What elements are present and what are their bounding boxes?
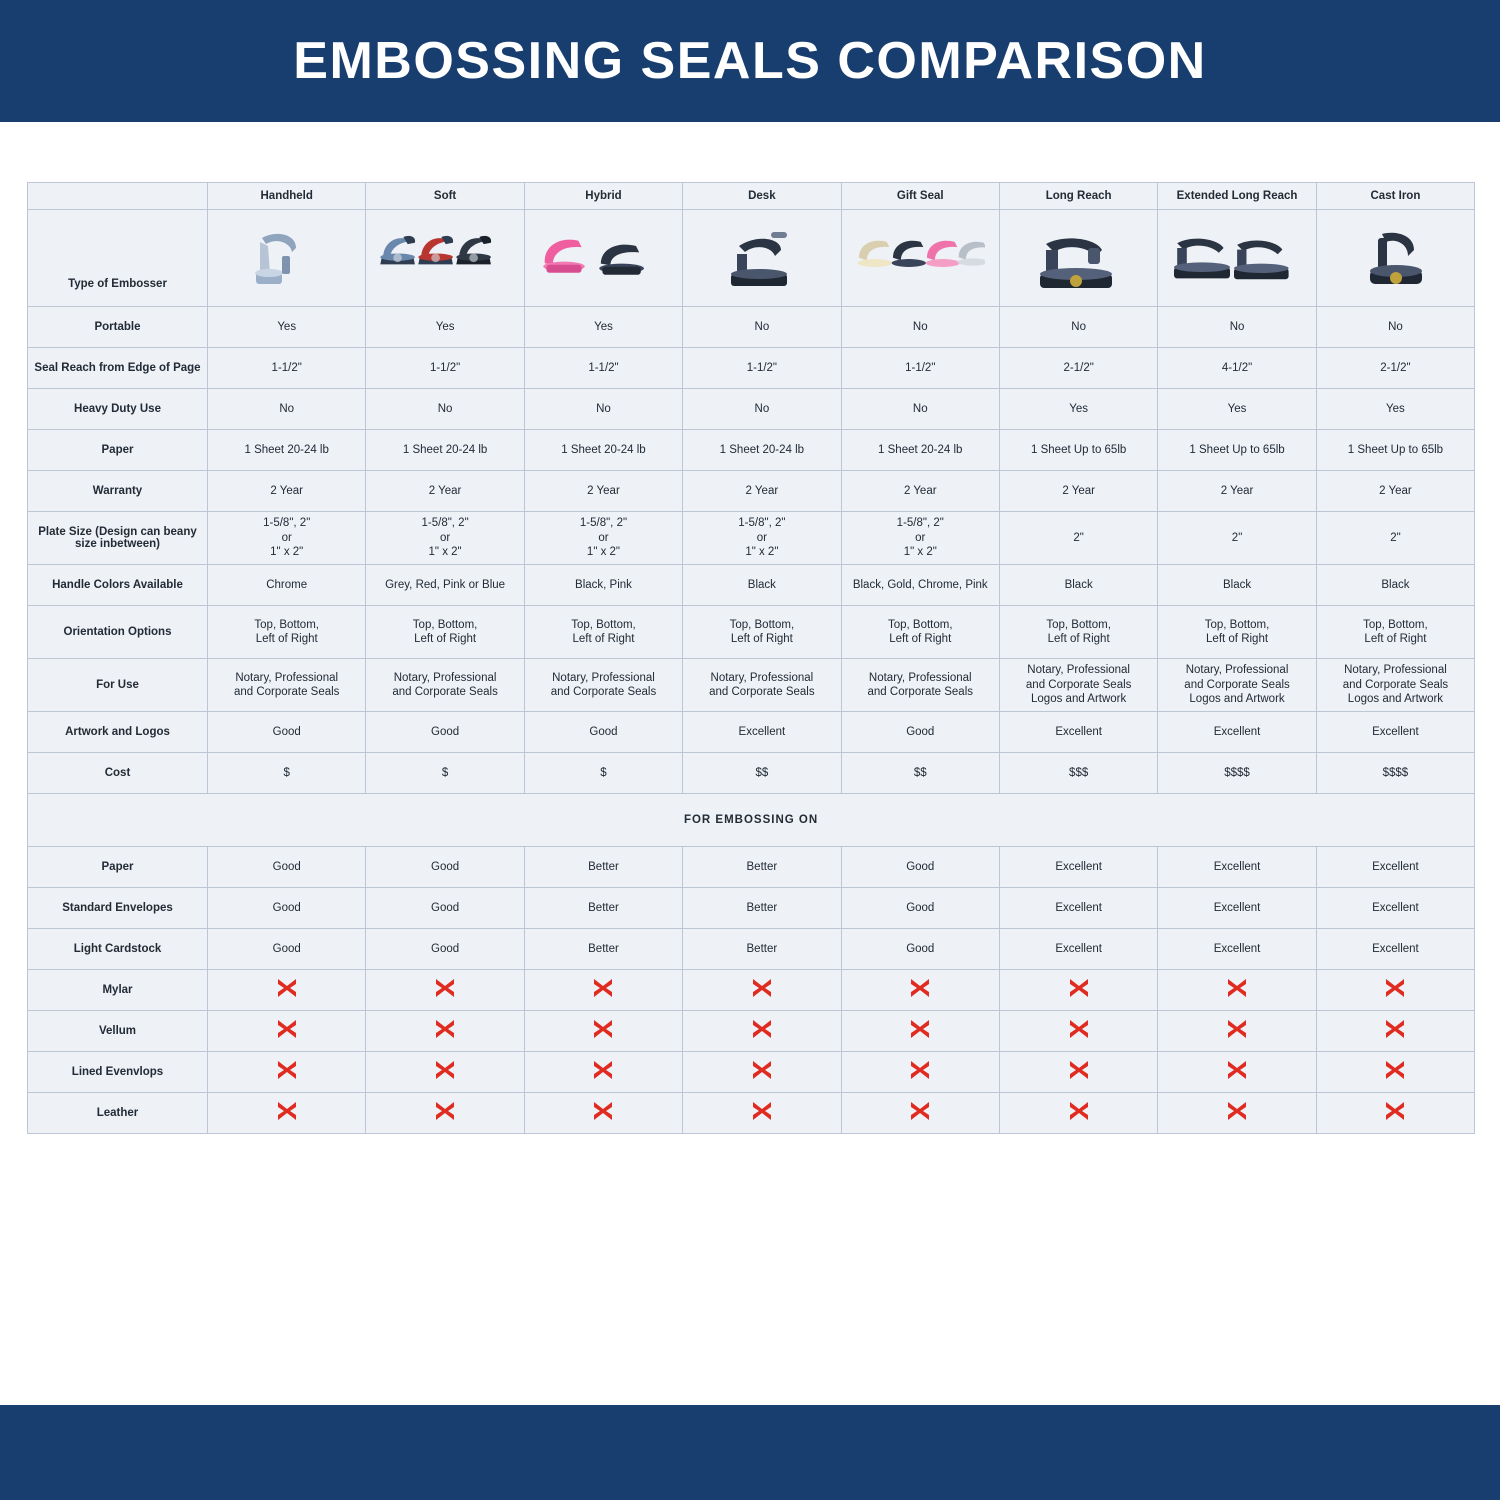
table-row [28, 1052, 1475, 1093]
table-cell: Good [366, 712, 524, 753]
table-cell: Black [683, 565, 841, 606]
row-label-portable: Portable [28, 307, 208, 348]
comparison-table-container [27, 182, 1474, 1134]
table-cell: Black, Pink [524, 565, 682, 606]
column-header-handheld: Handheld [208, 183, 366, 210]
table-row [28, 970, 1475, 1011]
table-cell: 1 Sheet 20-24 lb [841, 430, 999, 471]
table-cell: $$$$ [1158, 753, 1316, 794]
page-footer-banner [0, 1405, 1500, 1500]
table-cell: No [1316, 307, 1474, 348]
table-cell: Good [366, 888, 524, 929]
table-cell: Good [366, 847, 524, 888]
red-x-icon [841, 970, 999, 1011]
table-cell: Notary, Professional and Corporate Seals [208, 659, 366, 712]
table-row [28, 847, 1475, 888]
table-cell: 1 Sheet 20-24 lb [524, 430, 682, 471]
table-cell: Excellent [1316, 929, 1474, 970]
table-header-row [28, 183, 1475, 210]
table-row [28, 430, 1475, 471]
table-cell: Excellent [1158, 929, 1316, 970]
table-cell: No [1158, 307, 1316, 348]
red-x-icon [683, 1093, 841, 1134]
table-cell: Good [841, 847, 999, 888]
row-label-light-cardstock: Light Cardstock [28, 929, 208, 970]
table-cell: 2 Year [208, 471, 366, 512]
table-cell: Better [524, 929, 682, 970]
table-cell: $ [208, 753, 366, 794]
table-cell: 2 Year [841, 471, 999, 512]
header-divider [0, 122, 1500, 127]
table-row [28, 1093, 1475, 1134]
table-row [28, 389, 1475, 430]
column-header-cast-iron: Cast Iron [1316, 183, 1474, 210]
table-cell: Better [683, 929, 841, 970]
red-x-icon [1158, 1011, 1316, 1052]
soft-embosser-image [366, 210, 524, 307]
table-cell: $$ [683, 753, 841, 794]
table-row [28, 307, 1475, 348]
table-cell: Good [841, 888, 999, 929]
table-cell: Notary, Professional and Corporate Seals [683, 659, 841, 712]
row-label-seal-reach-from-edge-of-page: Seal Reach from Edge of Page [28, 348, 208, 389]
table-cell: Yes [999, 389, 1157, 430]
desk-embosser-image [683, 210, 841, 307]
table-cell: Good [524, 712, 682, 753]
red-x-icon [1316, 970, 1474, 1011]
table-cell: Excellent [999, 888, 1157, 929]
section-banner-row [28, 794, 1475, 847]
table-cell: 2" [1158, 512, 1316, 565]
column-header-gift-seal: Gift Seal [841, 183, 999, 210]
row-label-cost: Cost [28, 753, 208, 794]
table-cell: 2 Year [999, 471, 1157, 512]
table-row [28, 888, 1475, 929]
table-cell: Top, Bottom, Left of Right [683, 606, 841, 659]
table-cell: Better [524, 888, 682, 929]
table-cell: No [208, 389, 366, 430]
table-cell: 1-5/8", 2" or 1" x 2" [366, 512, 524, 565]
red-x-icon [841, 1093, 999, 1134]
red-x-icon [366, 1011, 524, 1052]
table-cell: Notary, Professional and Corporate Seals [366, 659, 524, 712]
extended-long-reach-embosser-image [1158, 210, 1316, 307]
long-reach-embosser-image [999, 210, 1157, 307]
table-cell: Excellent [999, 929, 1157, 970]
table-cell: Excellent [1316, 888, 1474, 929]
gift-seal-embosser-image [841, 210, 999, 307]
table-cell: Black [999, 565, 1157, 606]
table-cell: Notary, Professional and Corporate Seals [524, 659, 682, 712]
row-label-type-of-embosser: Type of Embosser [28, 210, 208, 307]
table-cell: Top, Bottom, Left of Right [999, 606, 1157, 659]
column-header-hybrid: Hybrid [524, 183, 682, 210]
red-x-icon [683, 1052, 841, 1093]
table-cell: Good [841, 712, 999, 753]
table-cell: Black [1158, 565, 1316, 606]
table-cell: $$$ [999, 753, 1157, 794]
red-x-icon [1316, 1011, 1474, 1052]
table-cell: Notary, Professional and Corporate Seals Logos and Artwork [1316, 659, 1474, 712]
table-cell: 1 Sheet Up to 65lb [1158, 430, 1316, 471]
table-cell: Top, Bottom, Left of Right [208, 606, 366, 659]
red-x-icon [1158, 1052, 1316, 1093]
table-row [28, 565, 1475, 606]
table-cell: Yes [208, 307, 366, 348]
table-cell: $$ [841, 753, 999, 794]
column-header-long-reach: Long Reach [999, 183, 1157, 210]
table-cell: Notary, Professional and Corporate Seals [841, 659, 999, 712]
table-cell: Excellent [999, 712, 1157, 753]
red-x-icon [683, 970, 841, 1011]
table-cell: Top, Bottom, Left of Right [1316, 606, 1474, 659]
row-label-paper: Paper [28, 847, 208, 888]
table-cell: Good [208, 712, 366, 753]
red-x-icon [1316, 1093, 1474, 1134]
table-cell: Good [841, 929, 999, 970]
table-corner-cell [28, 183, 208, 210]
row-label-orientation-options: Orientation Options [28, 606, 208, 659]
table-cell: Excellent [1158, 712, 1316, 753]
table-row [28, 471, 1475, 512]
table-cell: No [999, 307, 1157, 348]
row-label-plate-size-design-can-beany-size-inbetween: Plate Size (Design can beany size inbetween) [28, 512, 208, 565]
table-cell: Excellent [1158, 847, 1316, 888]
red-x-icon [841, 1011, 999, 1052]
row-label-standard-envelopes: Standard Envelopes [28, 888, 208, 929]
column-header-desk: Desk [683, 183, 841, 210]
table-cell: Better [524, 847, 682, 888]
table-body [28, 183, 1475, 1134]
table-cell: Excellent [1316, 847, 1474, 888]
table-cell: 1 Sheet 20-24 lb [683, 430, 841, 471]
table-row [28, 1011, 1475, 1052]
table-row [28, 512, 1475, 565]
red-x-icon [1158, 1093, 1316, 1134]
table-cell: Good [208, 929, 366, 970]
table-cell: 1 Sheet 20-24 lb [208, 430, 366, 471]
table-row [28, 753, 1475, 794]
row-label-vellum: Vellum [28, 1011, 208, 1052]
page-title: EMBOSSING SEALS COMPARISON [293, 32, 1207, 90]
table-cell: Yes [1316, 389, 1474, 430]
table-cell: Good [208, 888, 366, 929]
row-label-paper: Paper [28, 430, 208, 471]
red-x-icon [683, 1011, 841, 1052]
table-cell: 2-1/2" [999, 348, 1157, 389]
table-cell: Better [683, 847, 841, 888]
table-cell: Top, Bottom, Left of Right [1158, 606, 1316, 659]
table-row [28, 210, 1475, 307]
hybrid-embosser-image [524, 210, 682, 307]
table-cell: 1 Sheet Up to 65lb [999, 430, 1157, 471]
table-cell: Notary, Professional and Corporate Seals Logos and Artwork [999, 659, 1157, 712]
red-x-icon [999, 1011, 1157, 1052]
table-cell: $$$$ [1316, 753, 1474, 794]
row-label-mylar: Mylar [28, 970, 208, 1011]
table-row [28, 659, 1475, 712]
page-header-banner [0, 0, 1500, 122]
table-cell: Yes [1158, 389, 1316, 430]
table-cell: 2 Year [683, 471, 841, 512]
red-x-icon [366, 1052, 524, 1093]
red-x-icon [524, 970, 682, 1011]
table-cell: 2 Year [1316, 471, 1474, 512]
table-cell: 2 Year [1158, 471, 1316, 512]
table-cell: Top, Bottom, Left of Right [524, 606, 682, 659]
table-cell: No [683, 389, 841, 430]
table-cell: 2" [999, 512, 1157, 565]
table-cell: 1 Sheet Up to 65lb [1316, 430, 1474, 471]
red-x-icon [999, 970, 1157, 1011]
table-cell: 1-1/2" [841, 348, 999, 389]
red-x-icon [208, 970, 366, 1011]
red-x-icon [366, 1093, 524, 1134]
table-cell: Chrome [208, 565, 366, 606]
table-cell: 1-5/8", 2" or 1" x 2" [524, 512, 682, 565]
table-cell: Excellent [1316, 712, 1474, 753]
table-row [28, 606, 1475, 659]
row-label-artwork-and-logos: Artwork and Logos [28, 712, 208, 753]
row-label-lined-evenvlops: Lined Evenvlops [28, 1052, 208, 1093]
row-label-handle-colors-available: Handle Colors Available [28, 565, 208, 606]
embossing-seals-comparison-table [27, 182, 1475, 1134]
row-label-leather: Leather [28, 1093, 208, 1134]
table-row [28, 712, 1475, 753]
red-x-icon [999, 1052, 1157, 1093]
table-cell: Yes [524, 307, 682, 348]
table-cell: Top, Bottom, Left of Right [366, 606, 524, 659]
table-row [28, 348, 1475, 389]
table-cell: 2 Year [366, 471, 524, 512]
table-cell: Excellent [683, 712, 841, 753]
red-x-icon [366, 970, 524, 1011]
section-title: FOR EMBOSSING ON [28, 794, 1475, 847]
table-cell: Yes [366, 307, 524, 348]
table-cell: Good [208, 847, 366, 888]
table-cell: 2 Year [524, 471, 682, 512]
table-cell: 1-1/2" [366, 348, 524, 389]
column-header-extended-long-reach: Extended Long Reach [1158, 183, 1316, 210]
red-x-icon [999, 1093, 1157, 1134]
table-cell: Excellent [1158, 888, 1316, 929]
table-cell: 1-5/8", 2" or 1" x 2" [683, 512, 841, 565]
table-cell: 1-5/8", 2" or 1" x 2" [841, 512, 999, 565]
red-x-icon [208, 1011, 366, 1052]
red-x-icon [524, 1052, 682, 1093]
red-x-icon [208, 1093, 366, 1134]
red-x-icon [1158, 970, 1316, 1011]
table-cell: 2" [1316, 512, 1474, 565]
row-label-for-use: For Use [28, 659, 208, 712]
table-cell: 4-1/2" [1158, 348, 1316, 389]
table-cell: Black [1316, 565, 1474, 606]
red-x-icon [1316, 1052, 1474, 1093]
table-cell: 1-5/8", 2" or 1" x 2" [208, 512, 366, 565]
table-cell: Grey, Red, Pink or Blue [366, 565, 524, 606]
table-cell: No [524, 389, 682, 430]
table-cell: Top, Bottom, Left of Right [841, 606, 999, 659]
table-cell: Excellent [999, 847, 1157, 888]
column-header-soft: Soft [366, 183, 524, 210]
table-cell: 1-1/2" [208, 348, 366, 389]
table-cell: $ [524, 753, 682, 794]
red-x-icon [524, 1093, 682, 1134]
table-cell: 2-1/2" [1316, 348, 1474, 389]
red-x-icon [841, 1052, 999, 1093]
row-label-heavy-duty-use: Heavy Duty Use [28, 389, 208, 430]
table-cell: Better [683, 888, 841, 929]
table-cell: No [841, 307, 999, 348]
table-row [28, 929, 1475, 970]
red-x-icon [524, 1011, 682, 1052]
table-cell: Black, Gold, Chrome, Pink [841, 565, 999, 606]
table-cell: 1 Sheet 20-24 lb [366, 430, 524, 471]
handheld-embosser-image [208, 210, 366, 307]
table-cell: No [841, 389, 999, 430]
table-cell: Good [366, 929, 524, 970]
cast-iron-embosser-image [1316, 210, 1474, 307]
row-label-warranty: Warranty [28, 471, 208, 512]
table-cell: 1-1/2" [683, 348, 841, 389]
table-cell: 1-1/2" [524, 348, 682, 389]
table-cell: No [683, 307, 841, 348]
red-x-icon [208, 1052, 366, 1093]
table-cell: No [366, 389, 524, 430]
table-cell: Notary, Professional and Corporate Seals Logos and Artwork [1158, 659, 1316, 712]
table-cell: $ [366, 753, 524, 794]
